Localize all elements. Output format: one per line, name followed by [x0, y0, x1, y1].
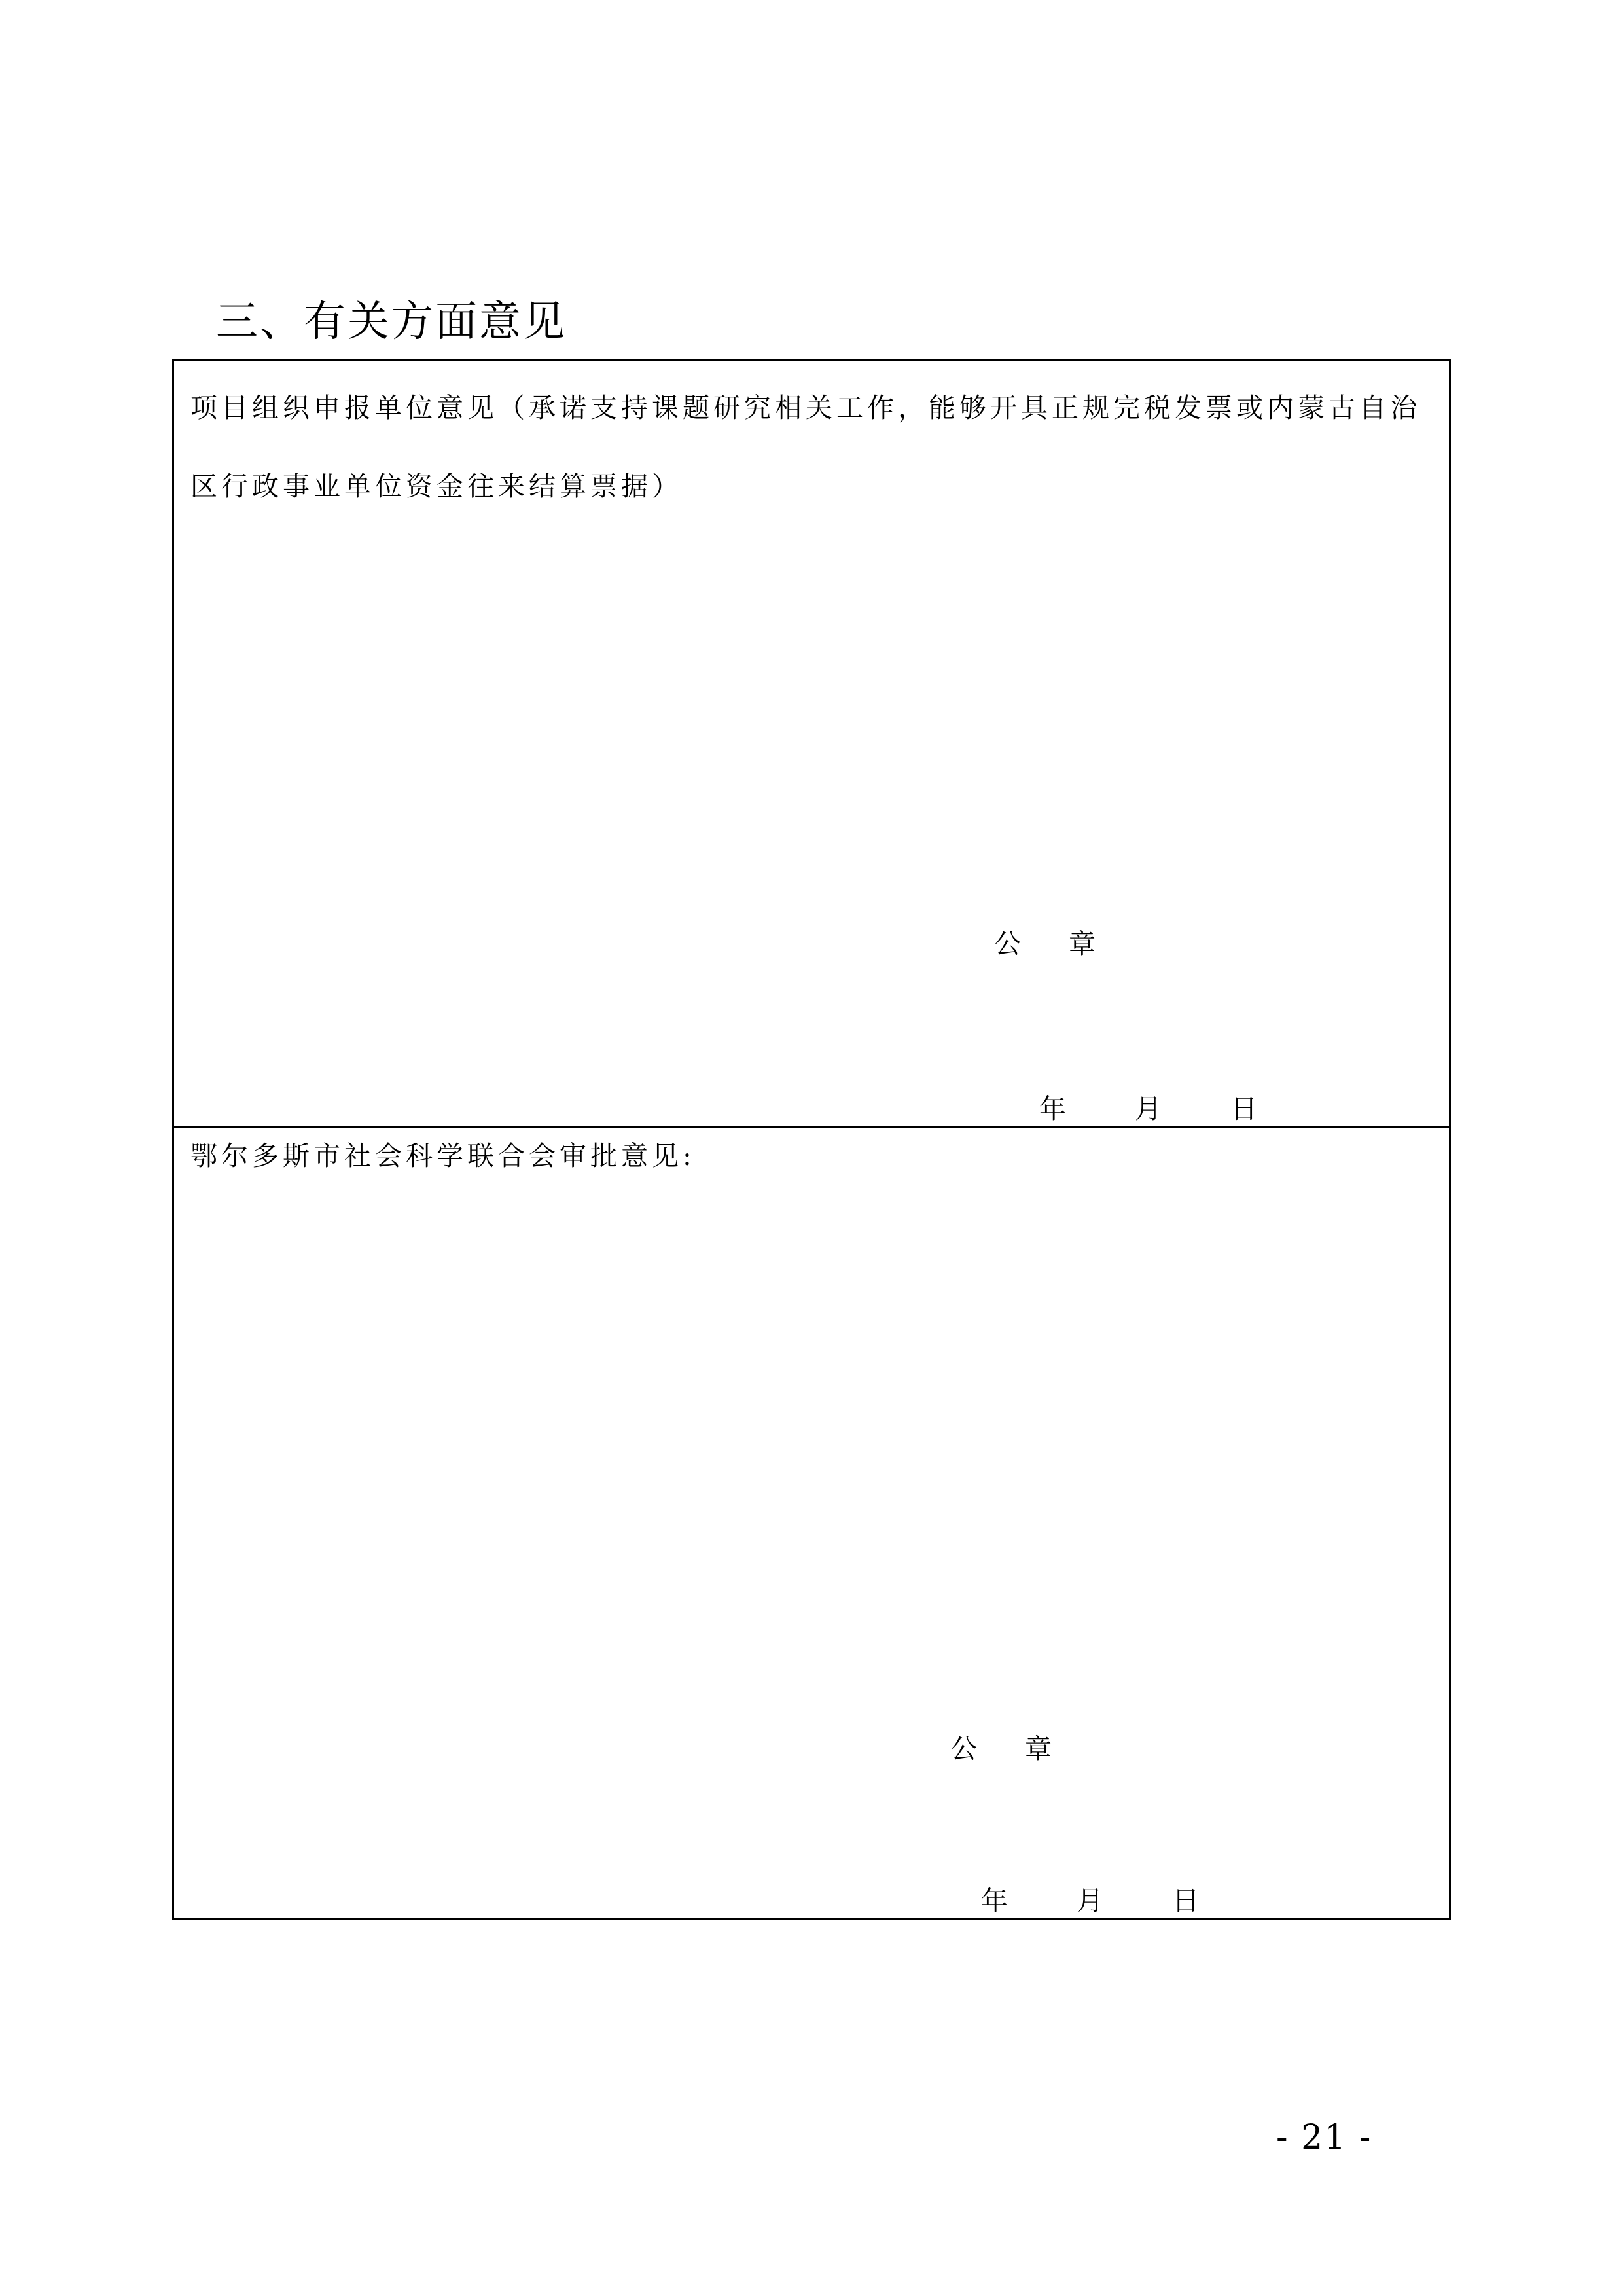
date-year: 年: [981, 1885, 1008, 1916]
date-month: 月: [1077, 1885, 1104, 1916]
seal-char: 章: [1069, 928, 1096, 960]
unit-opinion-label: 项目组织申报单位意见（承诺支持课题研究相关工作，能够开具正规完税发票或内蒙古自治区行政事业单位资金往来结算票据）: [190, 392, 1421, 502]
date-year: 年: [1039, 1093, 1066, 1124]
date-day: 日: [1172, 1885, 1200, 1916]
date-month: 月: [1135, 1093, 1162, 1124]
seal-char: 章: [1025, 1733, 1052, 1765]
federation-opinion-cell[interactable]: [174, 1128, 1449, 1918]
seal-char: 公: [994, 928, 1021, 960]
unit-date-line: [1039, 1087, 1257, 1126]
seal-char: 公: [950, 1733, 977, 1765]
federation-opinion-label: 鄂尔多斯市社会科学联合会审批意见:: [190, 1140, 696, 1172]
date-day: 日: [1230, 1093, 1258, 1124]
section-title: 三、有关方面意见: [216, 298, 567, 346]
opinion-table: [172, 359, 1451, 1920]
unit-seal-label: [994, 922, 1096, 961]
federation-seal-label: [950, 1727, 1052, 1766]
federation-date-line: [981, 1879, 1199, 1918]
unit-opinion-cell[interactable]: [174, 361, 1449, 1128]
page-number: - 21 -: [1276, 2118, 1372, 2157]
